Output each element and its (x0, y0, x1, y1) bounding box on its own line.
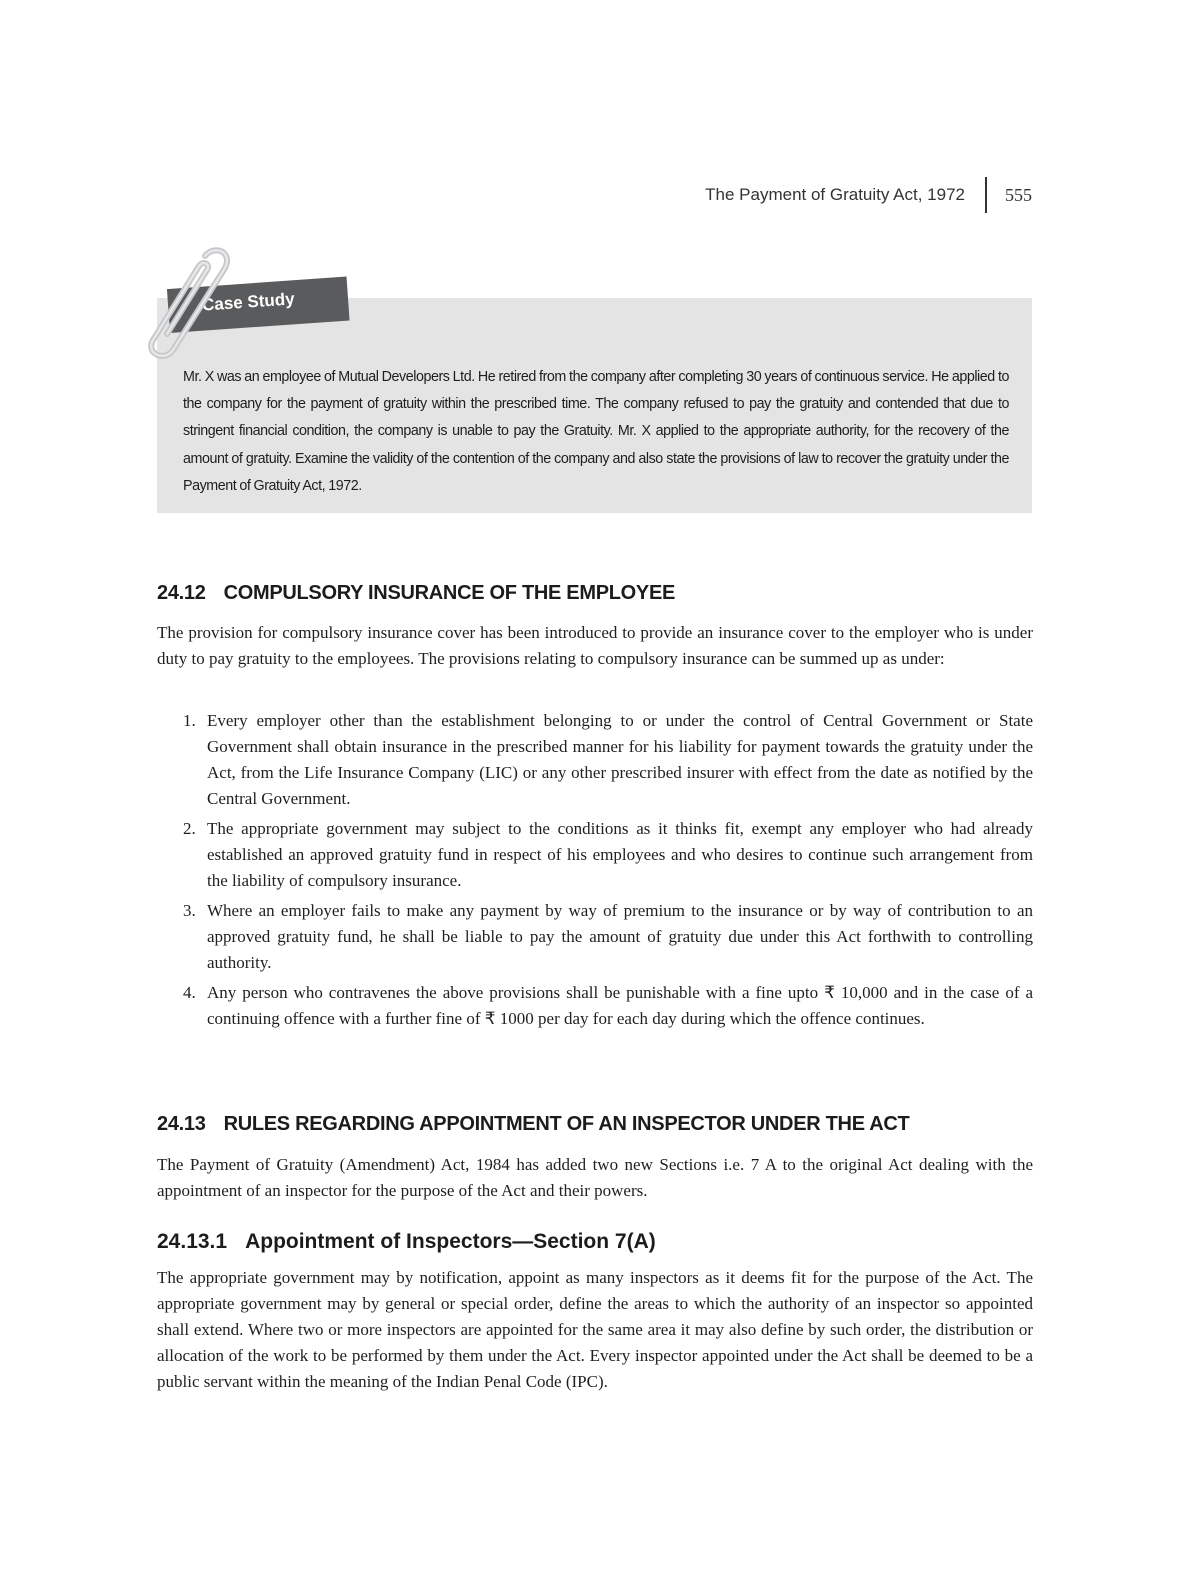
section-title: RULES REGARDING APPOINTMENT OF AN INSPECTOR UNDER THE ACT (223, 1113, 910, 1135)
section-number: 24.13 (157, 1113, 206, 1135)
section-24-12-intro: The provision for compulsory insurance cover has been introduced to provide an insurance cover to the employer who is under duty to pay gratuity to the employees. The provisions relating to compulsory insurance can be summed up as under: (157, 623, 1033, 668)
case-study-text: Mr. X was an employee of Mutual Developers Ltd. He retired from the company after completing 30 years of continuous service. He applied to the company for the payment of gratuity within the prescribed time. The company refused to pay the gratuity and contended that due to stringent financial condition, the company is unable to pay the Gratuity. Mr. X applied to the appropriate authority, for the recovery of the amount of gratuity. Examine the validity of the contention of the company and also state the provisions of law to recover the gratuity under the Payment of Gratuity Act, 1972. (183, 369, 1009, 494)
section-24-12-heading (157, 582, 675, 605)
list-item: 3. Where an employer fails to make any payment by way of premium to the insurance or by way of contribution to an approved gratuity fund, he shall be liable to pay the amount of gratuity due under this Act forthwith to controlling authority. (183, 901, 1033, 972)
section-title: Appointment of Inspectors—Section 7(A) (245, 1230, 656, 1253)
list-item: 2. The appropriate government may subject to the conditions as it thinks fit, exempt any employer who had already established an approved gratuity fund in respect of his employees and who desires to continue such arrangement from the liability of compulsory insurance. (183, 819, 1033, 890)
list-item: 4. Any person who contravenes the above provisions shall be punishable with a fine upto ₹ 10,000 and in the case of a continuing offence with a further fine of ₹ 1000 per day for each day during which the offence continues. (183, 983, 1033, 1028)
section-number: 24.13.1 (157, 1230, 228, 1253)
case-study-box (157, 298, 1032, 513)
insurance-provisions-list (157, 708, 1033, 1036)
page-number: 555 (1005, 184, 1032, 205)
list-item: 1. Every employer other than the establishment belonging to or under the control of Central Government or State Government shall obtain insurance in the prescribed manner for his liability for payment towards the gratuity under the Act, from the Life Insurance Company (LIC) or any other prescribed insurer with effect from the date as notified by the Central Government. (183, 711, 1033, 808)
section-24-13-1-text: The appropriate government may by notification, appoint as many inspectors as it deems fit for the purpose of the Act. The appropriate government may by general or special order, define the areas to which the authority of an inspector so appointed shall extend. Where two or more inspectors are appointed for the same area it may also define by such order, the distribution or allocation of the work to be performed by them under the Act. Every inspector appointed under the Act shall be deemed to be a public servant within the meaning of the Indian Penal Code (IPC). (157, 1268, 1033, 1391)
section-24-13-1-heading (157, 1230, 656, 1254)
section-number: 24.12 (157, 582, 206, 604)
running-title: The Payment of Gratuity Act, 1972 (705, 185, 965, 204)
case-study-label: Case Study (201, 289, 296, 315)
paperclip-icon (143, 242, 233, 360)
section-title: COMPULSORY INSURANCE OF THE EMPLOYEE (223, 582, 676, 604)
section-24-13-heading (157, 1113, 909, 1136)
running-header (705, 178, 1032, 212)
section-24-13-intro: The Payment of Gratuity (Amendment) Act, 1984 has added two new Sections i.e. 7 A to the original Act dealing with the appointment of an inspector for the purpose of the Act and their powers. (157, 1155, 1033, 1200)
header-divider (985, 177, 987, 213)
